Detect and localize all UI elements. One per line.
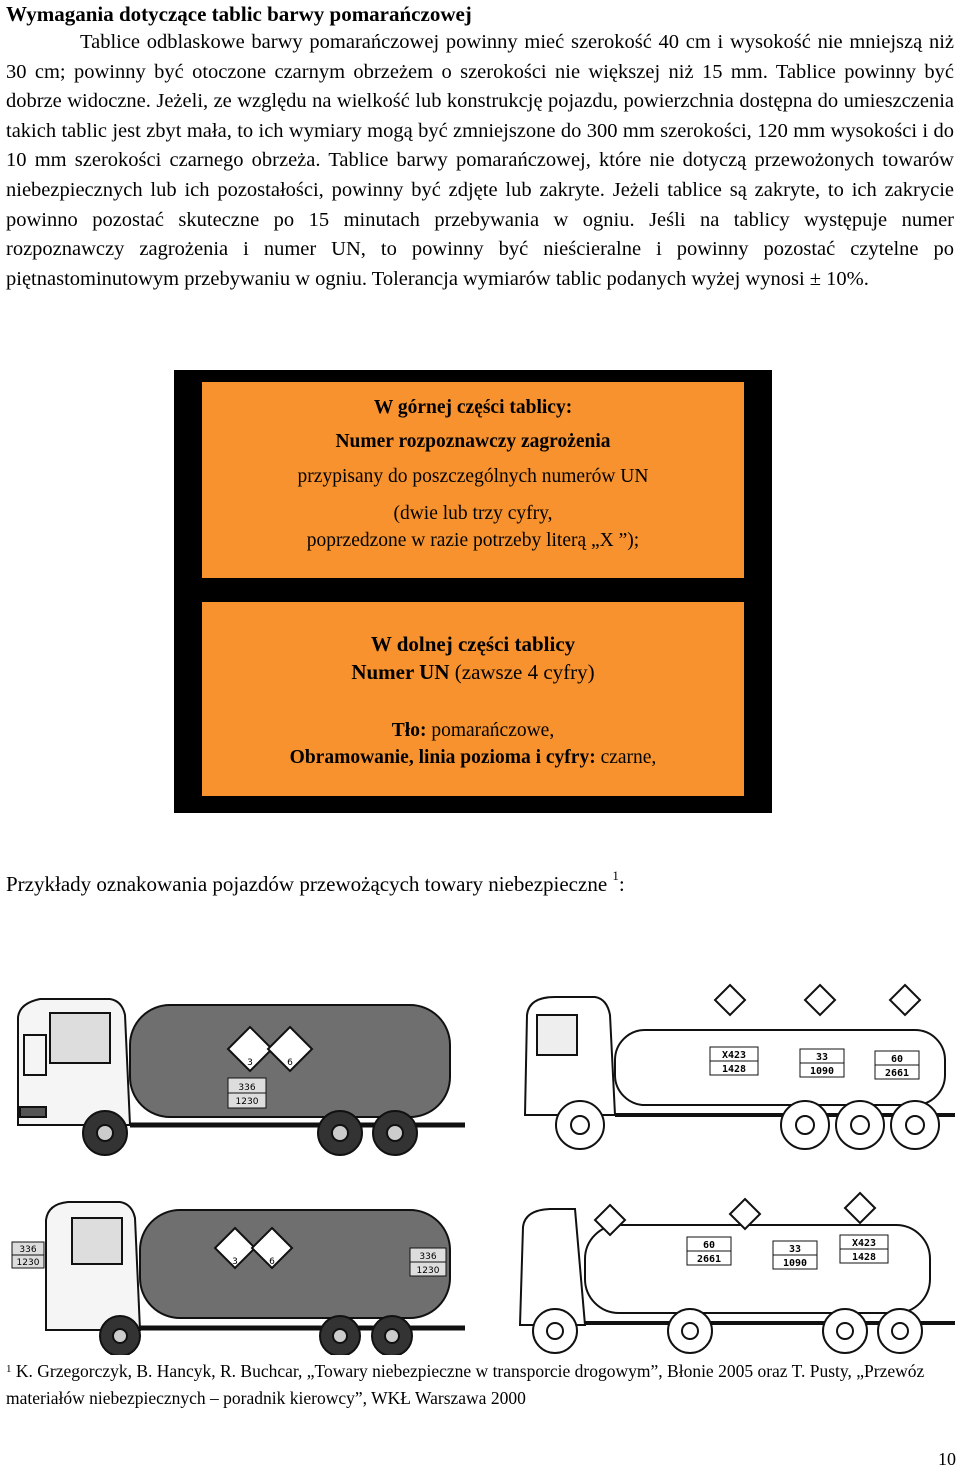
hazard-diamond-icon xyxy=(715,985,745,1015)
un-number: 1230 xyxy=(16,1258,40,1268)
plate-top-half xyxy=(202,382,744,578)
hazard-diamond-icon xyxy=(845,1193,875,1223)
requirements-paragraph: Tablice odblaskowe barwy pomarańczowej powinny mieć szerokość 40 cm i wysokość nie mniejszą niż 30 cm; powinny być otoczone czarnym obrzeżem o szerokości nie większej niż 15 mm. Tablice powinny być dobrze widoczne. Jeżeli, ze względu na wielkość lub konstrukcję pojazdu, powierzchnia dostępna do umieszczenia takich tablic jest zbyt mała, to ich wymiary mogą być zmniejszone do 300 mm szerokości, 120 mm wysokości i do 10 mm szerokości czarnego obrzeża. Tablice barwy pomarańczowej, które nie dotyczą przewożonych towarów niebezpiecznych lub ich pozostałości, powinny być zdjęte lub zakryte. Jeżeli tablice są zakryte, to ich zakrycie powinno pozostać skuteczne po 15 minutach przebywania w ogniu. Jeśli na tablicy występuje numer rozpoznawczy zagrożenia i numer UN, to powinny być nieścieralne i powinny pozostać czytelne po piętnastominutowym przebywaniu w ogniu. Tolerancja wymiarów tablic podanych wyżej wynosi ± 10%. xyxy=(6,31,954,290)
hazard-number: X423 xyxy=(721,1050,747,1061)
page-number: 10 xyxy=(938,1449,956,1469)
examples-caption: Przykłady oznakowania pojazdów przewożących towary niebezpieczne $^1$: xyxy=(6,868,625,896)
un-number: 1230 xyxy=(235,1097,259,1107)
hazard-number: 60 xyxy=(890,1054,904,1065)
un-number: 1230 xyxy=(416,1266,440,1276)
plate-border-line: Obramowanie, linia pozioma i cyfry: czarne, xyxy=(289,747,657,768)
hazard-number: 336 xyxy=(419,1252,437,1262)
multi-compartment-tanker-illustration xyxy=(515,1185,960,1355)
un-number: 1428 xyxy=(851,1252,877,1263)
orange-plate-diagram xyxy=(174,370,772,813)
multi-compartment-tanker-illustration xyxy=(515,975,960,1160)
plate-bottom-half xyxy=(202,602,744,796)
un-number: 1090 xyxy=(782,1258,808,1269)
plate-un-number-line: Numer UN (zawsze 4 cyfry) xyxy=(351,660,595,684)
tanker-truck-illustration xyxy=(10,975,480,1160)
hazard-number: 33 xyxy=(788,1244,802,1255)
plate-background-line: Tło: pomarańczowe, xyxy=(391,720,555,741)
hazard-diamond-icon xyxy=(805,985,835,1015)
un-number: 2661 xyxy=(884,1068,910,1079)
svg-text:6: 6 xyxy=(287,1058,293,1068)
hazard-diamond-icon xyxy=(890,985,920,1015)
un-number: 2661 xyxy=(696,1254,722,1265)
hazard-number: 336 xyxy=(19,1245,37,1255)
plate-bottom-title: W dolnej części tablicy xyxy=(370,632,576,656)
hazard-number: X423 xyxy=(851,1238,877,1249)
footnote: $^1$ K. Grzegorczyk, B. Hancyk, R. Buchcar, „Towary niebezpieczne w transporcie drogowym”, Błonie 2005 oraz T. Pusty, „Przewóz materiałów niebezpiecznych – poradnik kierowcy”, WKŁ Warszawa 2000 xyxy=(6,1361,925,1408)
hazard-number: 33 xyxy=(815,1052,829,1063)
svg-text:3: 3 xyxy=(247,1058,253,1068)
tanker-truck-illustration xyxy=(10,1190,480,1355)
un-number: 1428 xyxy=(721,1064,747,1075)
plate-top-line: przypisany do poszczególnych numerów UN xyxy=(297,466,649,487)
un-number: 1090 xyxy=(809,1066,835,1077)
hazard-number: 60 xyxy=(702,1240,716,1251)
plate-top-title: W górnej części tablicy: xyxy=(373,397,573,418)
svg-text:3: 3 xyxy=(232,1257,238,1267)
plate-top-line: poprzedzone w razie potrzeby literą „X ”); xyxy=(306,530,640,551)
svg-text:6: 6 xyxy=(269,1257,275,1267)
section-heading: Wymagania dotyczące tablic barwy pomarańczowej xyxy=(6,2,472,26)
plate-top-line: (dwie lub trzy cyfry, xyxy=(393,503,553,524)
plate-hazard-number-label: Numer rozpoznawczy zagrożenia xyxy=(335,431,611,452)
hazard-number: 336 xyxy=(238,1083,256,1093)
